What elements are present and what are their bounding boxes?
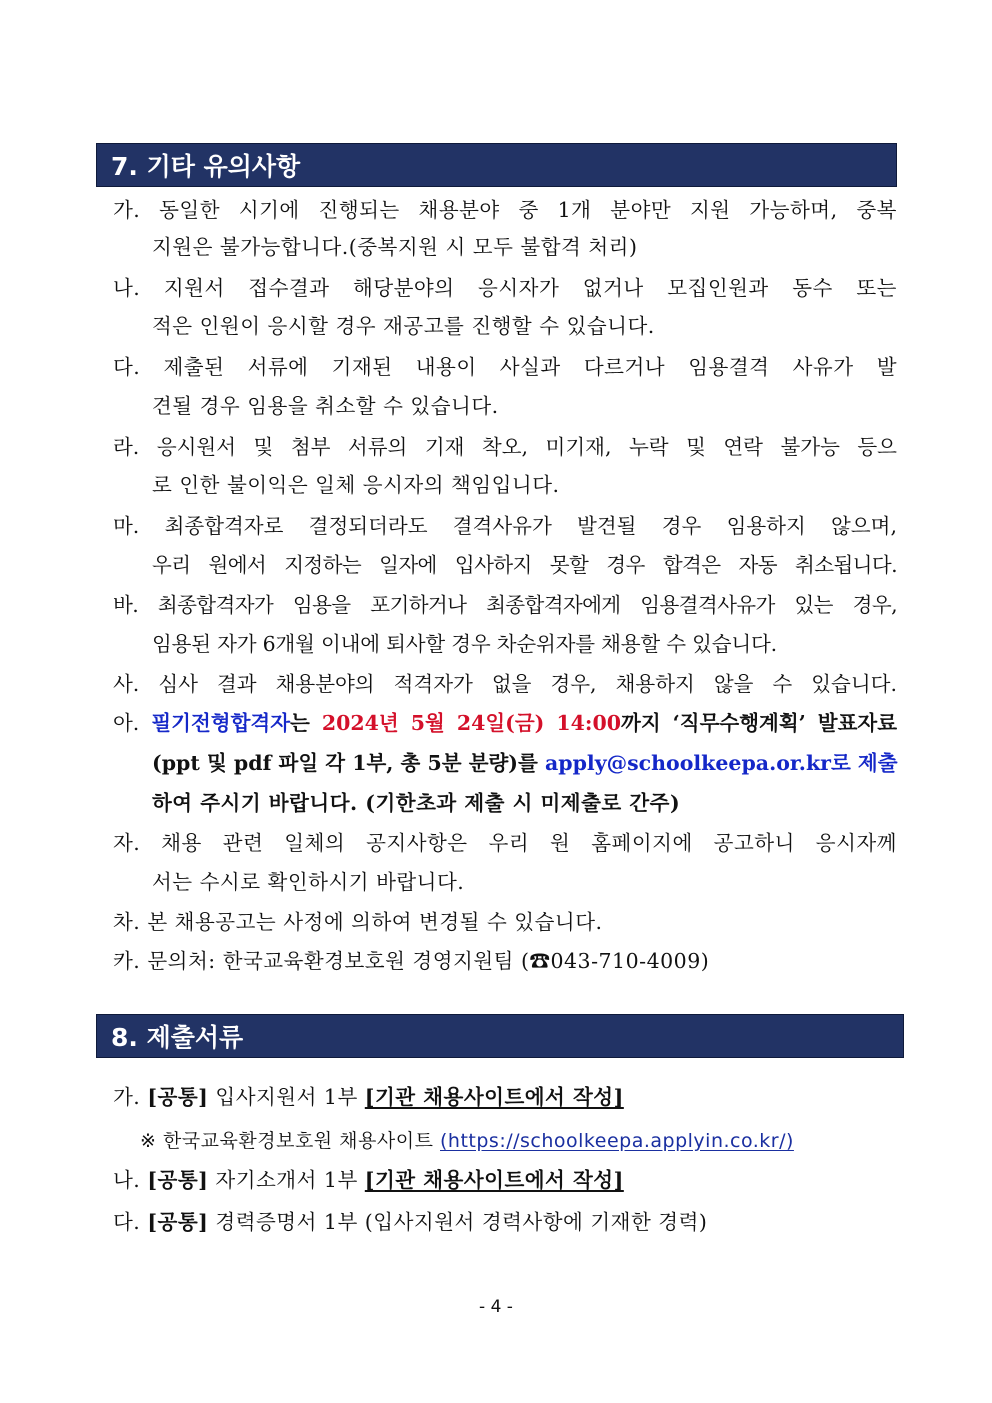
list-item-continuation: 로 인한 불이익은 일체 응시자의 책임입니다. [152, 473, 560, 497]
list-item: 다. [공통] 경력증명서 1부 (입사지원서 경력사항에 기재한 경력) [113, 1210, 708, 1234]
list-item: 나. [공통] 자기소개서 1부 [기관 채용사이트에서 작성] [113, 1168, 624, 1192]
note-line: ※ 한국교육환경보호원 채용사이트 (https://schoolkeepa.applyin.co.kr/) [140, 1130, 794, 1152]
list-item: 카. 문의처: 한국교육환경보호원 경영지원팀 (☎043-710-4009) [113, 949, 710, 973]
list-item-continuation: (ppt 및 pdf 파일 각 1부, 총 5분 분량)를 apply@schoolkeepa.or.kr로 제출 [152, 751, 898, 775]
section-8-header [96, 1014, 904, 1058]
page-number: - 4 - [479, 1297, 513, 1317]
section-8-title: 8. 제출서류 [111, 1023, 244, 1052]
list-item-continuation: 적은 인원이 응시할 경우 재공고를 진행할 수 있습니다. [152, 314, 655, 338]
email-link[interactable]: apply@schoolkeepa.or.kr [544, 751, 831, 775]
list-item: 자. 채용 관련 일체의 공지사항은 우리 원 홈페이지에 공고하니 응시자께 [113, 831, 897, 855]
list-item: 나. 지원서 접수결과 해당분야의 응시자가 없거나 모집인원과 동수 또는 [113, 276, 897, 300]
list-item: 사. 심사 결과 채용분야의 적격자가 없을 경우, 채용하지 않을 수 있습니다. [113, 672, 897, 696]
list-item: 가. [공통] 입사지원서 1부 [기관 채용사이트에서 작성] [113, 1085, 624, 1109]
list-item-continuation: 하여 주시기 바랍니다. (기한초과 제출 시 미제출로 간주) [152, 791, 681, 815]
list-item-continuation: 우리 원에서 지정하는 일자에 입사하지 못할 경우 합격은 자동 취소됩니다. [152, 553, 897, 577]
list-item-continuation: 견될 경우 임용을 취소할 수 있습니다. [152, 394, 499, 418]
list-item: 다. 제출된 서류에 기재된 내용이 사실과 다르거나 임용결격 사유가 발 [113, 355, 897, 379]
list-item: 마. 최종합격자로 결정되더라도 결격사유가 발견될 경우 임용하지 않으며, [113, 514, 897, 538]
deadline-text: 2024년 5월 24일(금) 14:00 [321, 711, 622, 735]
list-item-continuation: 지원은 불가능합니다.(중복지원 시 모두 불합격 처리) [152, 235, 638, 259]
list-item: 라. 응시원서 및 첨부 서류의 기재 착오, 미기재, 누락 및 연락 불가능 등으 [113, 435, 897, 459]
list-item: 바. 최종합격자가 임용을 포기하거나 최종합격자에게 임용결격사유가 있는 경우, [113, 593, 897, 617]
list-item: 가. 동일한 시기에 진행되는 채용분야 중 1개 분야만 지원 가능하며, 중복 [113, 198, 897, 222]
list-item-highlighted: 아. 필기전형합격자는 2024년 5월 24일(금) 14:00까지 ‘직무수행계획’ 발표자료 [113, 711, 898, 735]
recruit-site-link[interactable]: (https://schoolkeepa.applyin.co.kr/) [440, 1130, 794, 1152]
list-item: 차. 본 채용공고는 사정에 의하여 변경될 수 있습니다. [113, 910, 603, 934]
list-item-continuation: 서는 수시로 확인하시기 바랍니다. [152, 870, 465, 894]
list-item-continuation: 임용된 자가 6개월 이내에 퇴사할 경우 차순위자를 채용할 수 있습니다. [152, 632, 777, 656]
section-7-header [96, 143, 897, 187]
section-7-title: 7. 기타 유의사항 [111, 152, 301, 181]
highlight-blue-text: 필기전형합격자 [151, 711, 290, 735]
